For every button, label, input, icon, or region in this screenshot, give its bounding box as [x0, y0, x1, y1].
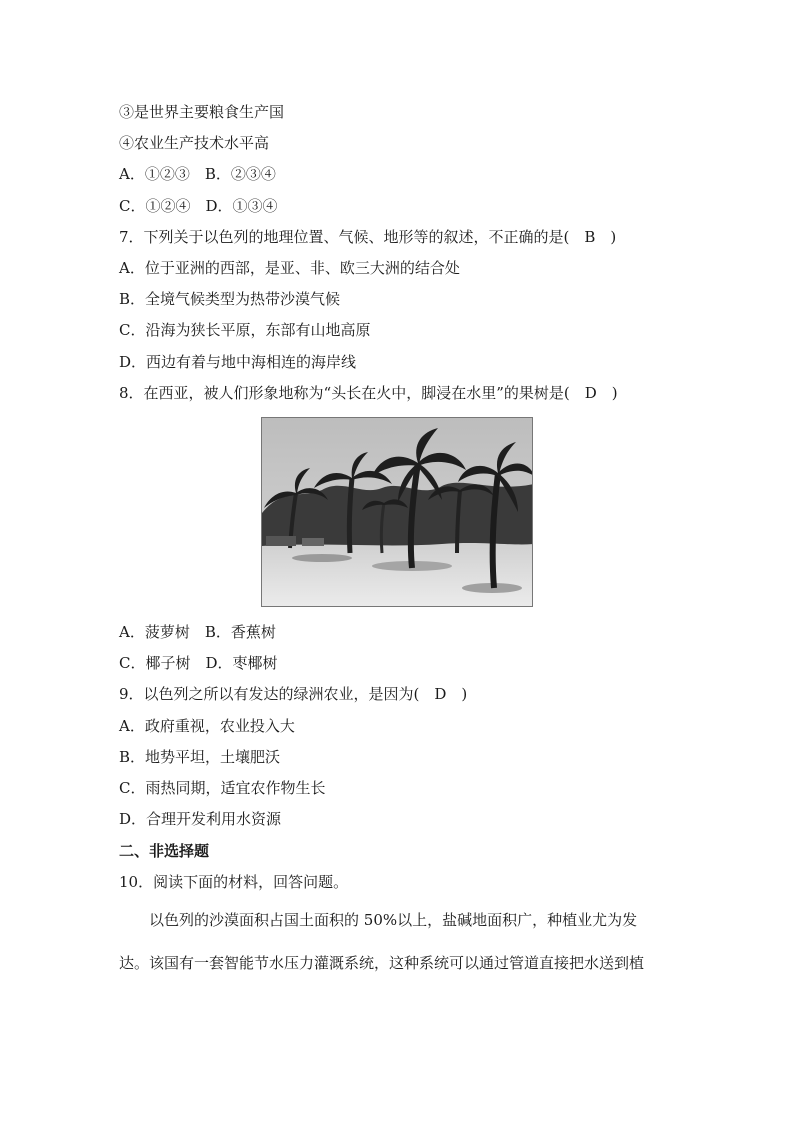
question-9-option-d: D．合理开发利用水资源	[119, 810, 282, 828]
option-line-4: ④农业生产技术水平高	[119, 134, 270, 152]
question-8: 8．在西亚，被人们形象地称为“头长在火中，脚浸在水里”的果树是( D )	[119, 384, 618, 402]
question-7-option-a: A．位于亚洲的西部，是亚、非、欧三大洲的结合处	[119, 259, 460, 277]
question-7-option-c: C．沿海为狭长平原，东部有山地高原	[119, 321, 371, 339]
answer-choices-ab: A．①②③ B．②③④	[119, 165, 276, 183]
question-10: 10．阅读下面的材料，回答问题。	[119, 873, 349, 891]
question-9-option-a: A．政府重视，农业投入大	[119, 717, 295, 735]
question-8-options-cd: C．椰子树 D．枣椰树	[119, 654, 278, 672]
section-heading: 二、非选择题	[119, 842, 210, 860]
question-7-option-b: B．全境气候类型为热带沙漠气候	[119, 290, 341, 308]
question-9: 9．以色列之所以有发达的绿洲农业，是因为( D )	[119, 685, 468, 703]
question-7-option-d: D．西边有着与地中海相连的海岸线	[119, 353, 357, 371]
material-paragraph-line-1: 以色列的沙漠面积占国土面积的 50%以上，盐碱地面积广，种植业尤为发	[119, 911, 638, 929]
answer-choices-cd: C．①②④ D．①③④	[119, 197, 278, 215]
option-line-3: ③是世界主要粮食生产国	[119, 103, 285, 121]
material-paragraph-line-2: 达。该国有一套智能节水压力灌溉系统，这种系统可以通过管道直接把水送到植	[119, 954, 645, 972]
question-7: 7．下列关于以色列的地理位置、气候、地形等的叙述，不正确的是( B )	[119, 228, 617, 246]
question-9-option-b: B．地势平坦，土壤肥沃	[119, 748, 281, 766]
question-8-options-ab: A．菠萝树 B．香蕉树	[119, 623, 276, 641]
palm-trees-photo	[261, 417, 533, 607]
question-9-option-c: C．雨热同期，适宜农作物生长	[119, 779, 326, 797]
